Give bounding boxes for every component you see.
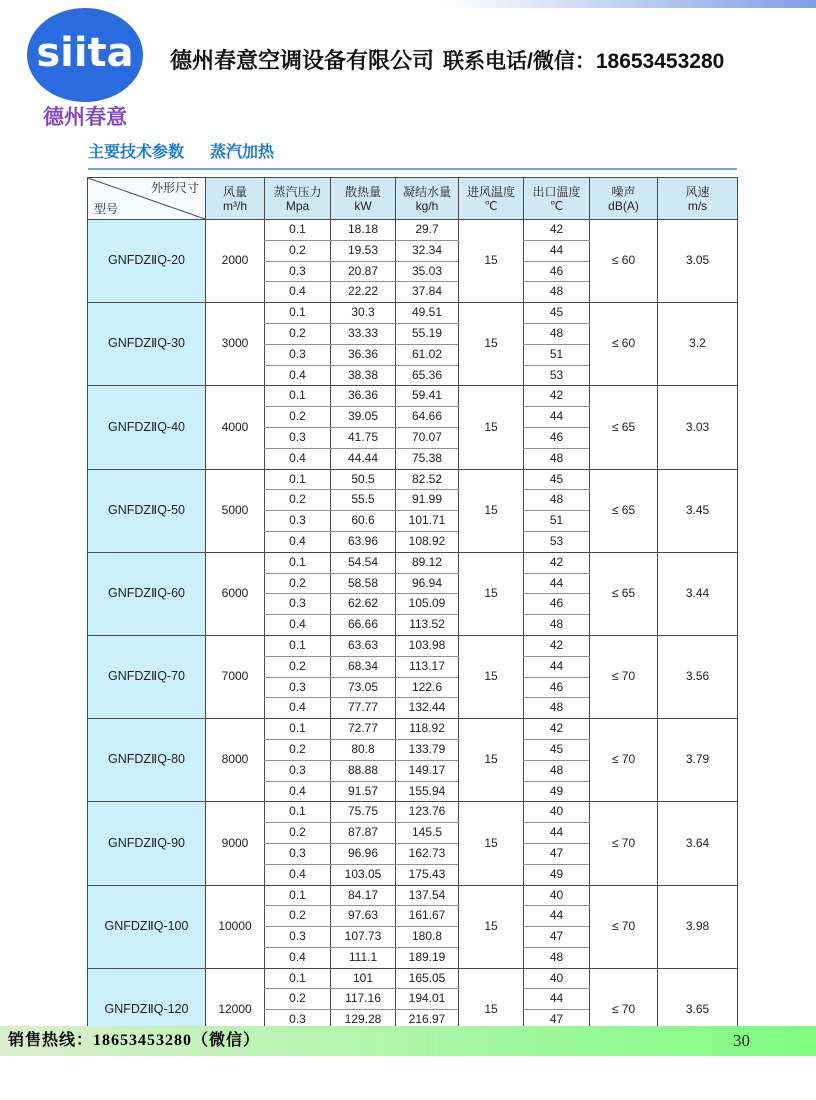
airflow-cell: 6000 [206, 552, 265, 635]
outlet-temp-cell: 45 [524, 303, 590, 324]
condensate-cell: 61.02 [396, 344, 459, 365]
heat-output-cell: 88.88 [331, 760, 396, 781]
section-title-underline [88, 168, 737, 170]
air-speed-cell: 3.65 [658, 968, 738, 1051]
heat-output-cell: 101 [331, 968, 396, 989]
airflow-cell: 8000 [206, 719, 265, 802]
col-header-condensate: 凝结水量 kg/h [396, 178, 459, 220]
table-row [88, 469, 738, 490]
table-row [88, 885, 738, 906]
noise-cell: ≤ 65 [590, 386, 658, 469]
outlet-temp-cell: 48 [524, 282, 590, 303]
air-speed-cell: 3.03 [658, 386, 738, 469]
heat-output-cell: 75.75 [331, 802, 396, 823]
pressure-cell: 0.1 [265, 303, 331, 324]
noise-cell: ≤ 70 [590, 802, 658, 885]
condensate-cell: 105.09 [396, 594, 459, 615]
model-cell: GNFDZⅡQ-90 [88, 802, 206, 885]
air-speed-cell: 3.44 [658, 552, 738, 635]
heat-output-cell: 36.36 [331, 344, 396, 365]
top-accent-bar [440, 0, 816, 8]
table-row [88, 220, 738, 241]
condensate-cell: 180.8 [396, 927, 459, 948]
inlet-temp-cell: 15 [459, 635, 524, 718]
pressure-cell: 0.3 [265, 677, 331, 698]
company-name: 德州春意空调设备有限公司 [170, 48, 435, 73]
heat-output-cell: 107.73 [331, 927, 396, 948]
table-row [88, 968, 738, 989]
table-row [88, 386, 738, 407]
condensate-cell: 89.12 [396, 552, 459, 573]
condensate-cell: 70.07 [396, 427, 459, 448]
inlet-temp-cell: 15 [459, 719, 524, 802]
section-title-main: 主要技术参数 [88, 144, 185, 161]
table-row [88, 303, 738, 324]
noise-cell: ≤ 70 [590, 719, 658, 802]
pressure-cell: 0.2 [265, 573, 331, 594]
section-title-sub: 蒸汽加热 [210, 144, 275, 161]
heat-output-cell: 41.75 [331, 427, 396, 448]
pressure-cell: 0.4 [265, 781, 331, 802]
heat-output-cell: 33.33 [331, 323, 396, 344]
heat-output-cell: 20.87 [331, 261, 396, 282]
heat-output-cell: 63.63 [331, 635, 396, 656]
model-cell: GNFDZⅡQ-30 [88, 303, 206, 386]
pressure-cell: 0.1 [265, 885, 331, 906]
pressure-cell: 0.2 [265, 989, 331, 1010]
outlet-temp-cell: 44 [524, 240, 590, 261]
pressure-cell: 0.2 [265, 739, 331, 760]
pressure-cell: 0.3 [265, 843, 331, 864]
air-speed-cell: 3.56 [658, 635, 738, 718]
outlet-temp-cell: 42 [524, 552, 590, 573]
pressure-cell: 0.4 [265, 282, 331, 303]
heat-output-cell: 68.34 [331, 656, 396, 677]
condensate-cell: 194.01 [396, 989, 459, 1010]
condensate-cell: 108.92 [396, 531, 459, 552]
outlet-temp-cell: 42 [524, 220, 590, 241]
inlet-temp-cell: 15 [459, 303, 524, 386]
pressure-cell: 0.4 [265, 365, 331, 386]
heat-output-cell: 60.6 [331, 511, 396, 532]
outlet-temp-cell: 48 [524, 490, 590, 511]
outlet-temp-cell: 42 [524, 719, 590, 740]
airflow-cell: 12000 [206, 968, 265, 1051]
pressure-cell: 0.4 [265, 864, 331, 885]
model-cell: GNFDZⅡQ-120 [88, 968, 206, 1051]
airflow-cell: 4000 [206, 386, 265, 469]
air-speed-cell: 3.98 [658, 885, 738, 968]
airflow-cell: 7000 [206, 635, 265, 718]
heat-output-cell: 129.28 [331, 1010, 396, 1031]
outlet-temp-cell: 49 [524, 781, 590, 802]
outlet-temp-cell: 53 [524, 531, 590, 552]
noise-cell: ≤ 65 [590, 469, 658, 552]
heat-output-cell: 96.96 [331, 843, 396, 864]
outlet-temp-cell: 45 [524, 469, 590, 490]
col-header-air-speed: 风速 m/s [658, 178, 738, 220]
outlet-temp-cell: 48 [524, 760, 590, 781]
model-cell: GNFDZⅡQ-40 [88, 386, 206, 469]
logo-wordmark: siita [36, 30, 134, 76]
corner-header-cell [88, 178, 206, 220]
model-cell: GNFDZⅡQ-70 [88, 635, 206, 718]
airflow-cell: 3000 [206, 303, 265, 386]
outlet-temp-cell: 44 [524, 906, 590, 927]
condensate-cell: 155.94 [396, 781, 459, 802]
outlet-temp-cell: 53 [524, 365, 590, 386]
heat-output-cell: 36.36 [331, 386, 396, 407]
outlet-temp-cell: 44 [524, 573, 590, 594]
pressure-cell: 0.2 [265, 656, 331, 677]
heat-output-cell: 19.53 [331, 240, 396, 261]
outlet-temp-cell: 40 [524, 802, 590, 823]
condensate-cell: 49.51 [396, 303, 459, 324]
footer-band [0, 1026, 816, 1056]
noise-cell: ≤ 70 [590, 885, 658, 968]
condensate-cell: 137.54 [396, 885, 459, 906]
condensate-cell: 91.99 [396, 490, 459, 511]
condensate-cell: 75.38 [396, 448, 459, 469]
condensate-cell: 101.71 [396, 511, 459, 532]
condensate-cell: 189.19 [396, 947, 459, 968]
noise-cell: ≤ 70 [590, 635, 658, 718]
heat-output-cell: 80.8 [331, 739, 396, 760]
pressure-cell: 0.4 [265, 947, 331, 968]
condensate-cell: 113.52 [396, 615, 459, 636]
corner-label-dimensions: 外形尺寸 [150, 181, 199, 195]
outlet-temp-cell: 47 [524, 843, 590, 864]
condensate-cell: 162.73 [396, 843, 459, 864]
condensate-cell: 161.67 [396, 906, 459, 927]
pressure-cell: 0.2 [265, 323, 331, 344]
pressure-cell: 0.1 [265, 220, 331, 241]
outlet-temp-cell: 46 [524, 677, 590, 698]
page-number: 30 [733, 1031, 750, 1050]
pressure-cell: 0.3 [265, 594, 331, 615]
pressure-cell: 0.3 [265, 1010, 331, 1031]
air-speed-cell: 3.45 [658, 469, 738, 552]
condensate-cell: 145.5 [396, 823, 459, 844]
heat-output-cell: 58.58 [331, 573, 396, 594]
pressure-cell: 0.3 [265, 427, 331, 448]
outlet-temp-cell: 48 [524, 615, 590, 636]
spec-table [87, 177, 738, 1052]
heat-output-cell: 77.77 [331, 698, 396, 719]
table-row [88, 552, 738, 573]
condensate-cell: 65.36 [396, 365, 459, 386]
col-header-inlet-temp: 进风温度 ℃ [459, 178, 524, 220]
condensate-cell: 122.6 [396, 677, 459, 698]
condensate-cell: 123.76 [396, 802, 459, 823]
heat-output-cell: 30.3 [331, 303, 396, 324]
noise-cell: ≤ 70 [590, 968, 658, 1051]
pressure-cell: 0.3 [265, 261, 331, 282]
pressure-cell: 0.3 [265, 511, 331, 532]
heat-output-cell: 50.5 [331, 469, 396, 490]
pressure-cell: 0.1 [265, 386, 331, 407]
condensate-cell: 149.17 [396, 760, 459, 781]
section-title [88, 139, 274, 162]
outlet-temp-cell: 40 [524, 968, 590, 989]
table-row [88, 635, 738, 656]
pressure-cell: 0.1 [265, 635, 331, 656]
pressure-cell: 0.4 [265, 531, 331, 552]
heat-output-cell: 54.54 [331, 552, 396, 573]
pressure-cell: 0.2 [265, 906, 331, 927]
condensate-cell: 37.84 [396, 282, 459, 303]
outlet-temp-cell: 44 [524, 823, 590, 844]
outlet-temp-cell: 48 [524, 947, 590, 968]
outlet-temp-cell: 45 [524, 739, 590, 760]
condensate-cell: 113.17 [396, 656, 459, 677]
model-cell: GNFDZⅡQ-80 [88, 719, 206, 802]
outlet-temp-cell: 48 [524, 323, 590, 344]
pressure-cell: 0.4 [265, 448, 331, 469]
col-header-outlet-temp: 出口温度 ℃ [524, 178, 590, 220]
heat-output-cell: 38.38 [331, 365, 396, 386]
noise-cell: ≤ 65 [590, 552, 658, 635]
heat-output-cell: 73.05 [331, 677, 396, 698]
col-header-airflow: 风量 m³/h [206, 178, 265, 220]
pressure-cell: 0.3 [265, 344, 331, 365]
condensate-cell: 118.92 [396, 719, 459, 740]
sales-hotline: 销售热线：18653453280（微信） [8, 1032, 261, 1049]
heat-output-cell: 103.05 [331, 864, 396, 885]
inlet-temp-cell: 15 [459, 885, 524, 968]
inlet-temp-cell: 15 [459, 552, 524, 635]
contact-phone: 联系电话/微信：18653453280 [443, 50, 725, 73]
inlet-temp-cell: 15 [459, 802, 524, 885]
air-speed-cell: 3.64 [658, 802, 738, 885]
heat-output-cell: 97.63 [331, 906, 396, 927]
outlet-temp-cell: 47 [524, 927, 590, 948]
outlet-temp-cell: 44 [524, 656, 590, 677]
outlet-temp-cell: 49 [524, 864, 590, 885]
noise-cell: ≤ 60 [590, 220, 658, 303]
model-cell: GNFDZⅡQ-20 [88, 220, 206, 303]
heat-output-cell: 117.16 [331, 989, 396, 1010]
outlet-temp-cell: 44 [524, 407, 590, 428]
outlet-temp-cell: 40 [524, 885, 590, 906]
air-speed-cell: 3.79 [658, 719, 738, 802]
condensate-cell: 32.34 [396, 240, 459, 261]
condensate-cell: 55.19 [396, 323, 459, 344]
pressure-cell: 0.2 [265, 407, 331, 428]
outlet-temp-cell: 44 [524, 989, 590, 1010]
condensate-cell: 133.79 [396, 739, 459, 760]
air-speed-cell: 3.2 [658, 303, 738, 386]
pressure-cell: 0.3 [265, 927, 331, 948]
pressure-cell: 0.3 [265, 760, 331, 781]
inlet-temp-cell: 15 [459, 469, 524, 552]
condensate-cell: 175.43 [396, 864, 459, 885]
airflow-cell: 2000 [206, 220, 265, 303]
company-logo [27, 8, 143, 102]
inlet-temp-cell: 15 [459, 386, 524, 469]
heat-output-cell: 91.57 [331, 781, 396, 802]
condensate-cell: 29.7 [396, 220, 459, 241]
outlet-temp-cell: 46 [524, 261, 590, 282]
condensate-cell: 103.98 [396, 635, 459, 656]
heat-output-cell: 66.66 [331, 615, 396, 636]
airflow-cell: 5000 [206, 469, 265, 552]
pressure-cell: 0.1 [265, 552, 331, 573]
logo-caption: 德州春意 [43, 106, 127, 129]
model-cell: GNFDZⅡQ-100 [88, 885, 206, 968]
outlet-temp-cell: 51 [524, 344, 590, 365]
inlet-temp-cell: 15 [459, 968, 524, 1051]
heat-output-cell: 84.17 [331, 885, 396, 906]
condensate-cell: 216.97 [396, 1010, 459, 1031]
outlet-temp-cell: 42 [524, 386, 590, 407]
heat-output-cell: 63.96 [331, 531, 396, 552]
pressure-cell: 0.4 [265, 615, 331, 636]
air-speed-cell: 3.05 [658, 220, 738, 303]
outlet-temp-cell: 46 [524, 594, 590, 615]
condensate-cell: 59.41 [396, 386, 459, 407]
heat-output-cell: 111.1 [331, 947, 396, 968]
model-cell: GNFDZⅡQ-60 [88, 552, 206, 635]
pressure-cell: 0.2 [265, 240, 331, 261]
corner-label-model: 型号 [94, 202, 119, 216]
pressure-cell: 0.4 [265, 698, 331, 719]
inlet-temp-cell: 15 [459, 220, 524, 303]
pressure-cell: 0.1 [265, 968, 331, 989]
condensate-cell: 64.66 [396, 407, 459, 428]
col-header-steam-pressure: 蒸汽压力 Mpa [265, 178, 331, 220]
pressure-cell: 0.1 [265, 719, 331, 740]
noise-cell: ≤ 60 [590, 303, 658, 386]
pressure-cell: 0.2 [265, 823, 331, 844]
condensate-cell: 165.05 [396, 968, 459, 989]
pressure-cell: 0.1 [265, 802, 331, 823]
pressure-cell: 0.2 [265, 490, 331, 511]
outlet-temp-cell: 48 [524, 698, 590, 719]
pressure-cell: 0.1 [265, 469, 331, 490]
condensate-cell: 96.94 [396, 573, 459, 594]
table-row [88, 719, 738, 740]
heat-output-cell: 22.22 [331, 282, 396, 303]
heat-output-cell: 72.77 [331, 719, 396, 740]
airflow-cell: 9000 [206, 802, 265, 885]
condensate-cell: 132.44 [396, 698, 459, 719]
heat-output-cell: 55.5 [331, 490, 396, 511]
heat-output-cell: 62.62 [331, 594, 396, 615]
condensate-cell: 82.52 [396, 469, 459, 490]
table-header-row [88, 178, 738, 220]
col-header-heat-output: 散热量 kW [331, 178, 396, 220]
heat-output-cell: 39.05 [331, 407, 396, 428]
table-row [88, 802, 738, 823]
spec-table-body [88, 220, 738, 1052]
outlet-temp-cell: 48 [524, 448, 590, 469]
outlet-temp-cell: 47 [524, 1010, 590, 1031]
outlet-temp-cell: 51 [524, 511, 590, 532]
heat-output-cell: 87.87 [331, 823, 396, 844]
col-header-noise: 噪声 dB(A) [590, 178, 658, 220]
outlet-temp-cell: 46 [524, 427, 590, 448]
heat-output-cell: 18.18 [331, 220, 396, 241]
airflow-cell: 10000 [206, 885, 265, 968]
condensate-cell: 35.03 [396, 261, 459, 282]
outlet-temp-cell: 42 [524, 635, 590, 656]
model-cell: GNFDZⅡQ-50 [88, 469, 206, 552]
heat-output-cell: 44.44 [331, 448, 396, 469]
